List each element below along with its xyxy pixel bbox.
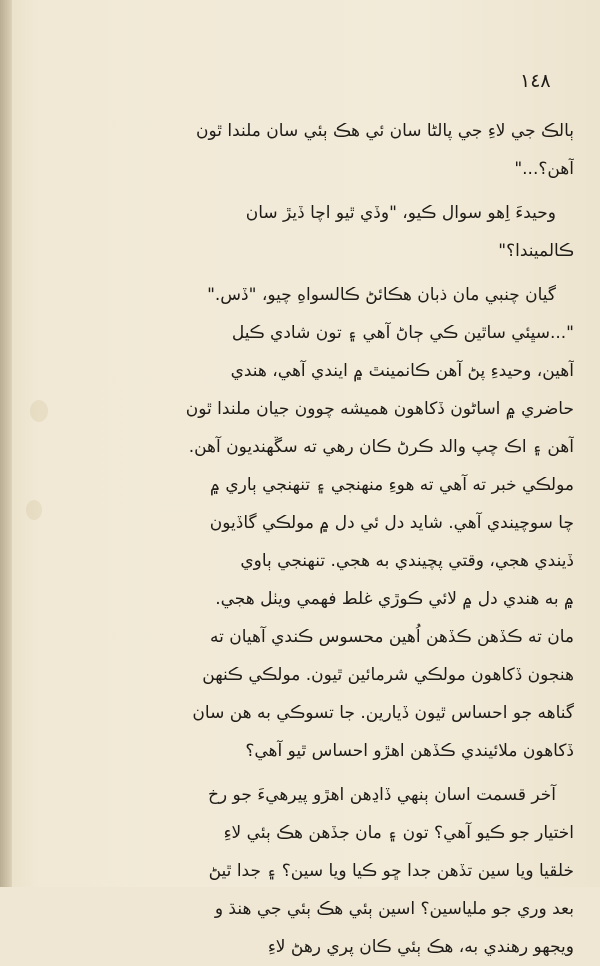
- text-line: ڪالميندا؟": [498, 241, 574, 261]
- text-line: ڏکاهون ملائيندي ڪڏهن اهڙو احساس ٿيو آهي؟: [245, 741, 574, 761]
- text-line: ڏيندي هجي، وقتي پچيندي به هجي. تنهنجي ٻاوي: [240, 551, 574, 571]
- text-line: گناهه جو احساس ٿيون ڏيارين. جا تسوڪي به هن سان: [192, 703, 574, 723]
- text-line: آهين، وحيدءِ پڻ آهن ڪانمينٿ ۾ ايندي آهي، هندي: [230, 361, 574, 381]
- text-line: بعد وري جو ملياسين؟ اسين ٻئي هڪ ٻئي جي هنڌ و: [214, 899, 574, 919]
- text-line: آخر قسمت اسان ٻنهي ڏاڍهن اهڙو پيرهيءَ جو رخ: [207, 785, 556, 805]
- text-line: اختيار جو ڪيو آهي؟ تون ۽ مان جڏهن هڪ ٻئي لاءِ: [223, 823, 574, 843]
- text-line: هنجون ڏکاهون مولڪي شرمائين ٿيون. مولڪي ڪنهن: [202, 665, 574, 685]
- page-number: ١٤٨: [520, 70, 551, 92]
- body-text: [52, 112, 574, 966]
- text-line: مولڪي خبر ته آهي ته هوءِ منهنجي ۽ تنهنجي ٻاري ۾: [209, 475, 574, 495]
- paper-stain: [26, 500, 42, 520]
- page-binding-edge: [0, 0, 12, 887]
- text-line: آهن ۽ اڪ چپ والد ڪرڻ ڪان رهي ته سڱهنديون آهن.: [188, 437, 574, 457]
- text-line: چا سوچيندي آهي. شايد دل ئي دل ۾ مولڪي گاڏيون: [209, 513, 574, 533]
- text-line: وحيدءَ اِهو سوال ڪيو، "وڏي ٿيو اچا ڏيڙ سان: [245, 203, 556, 223]
- text-line: مان ته ڪڏهن ڪڏهن اُهين محسوس ڪندي آهيان ته: [209, 627, 574, 647]
- text-line: حاضري ۾ اساڻون ڏکاهون هميشه چوون جيان ملندا ٿون: [185, 399, 574, 419]
- text-line: ۾ به هندي دل ۾ لائي ڪوڙي غلط فهمي ويٺل هجي.: [215, 589, 574, 609]
- paper-stain: [30, 400, 48, 422]
- text-line: آهن؟...": [514, 159, 574, 179]
- text-line: خلقيا ويا سين تڏهن جدا ڇو ڪيا ويا سين؟ ۽ جدا ٿيڻ: [208, 861, 574, 881]
- text-line: ٻالڪ جي لاءِ جي پالڻا سان ئي هڪ ٻئي سان ملندا ٿون: [195, 121, 574, 141]
- text-line: ويجهو رهندي به، هڪ ٻئي ڪان پري رهڻ لاءِ: [267, 937, 574, 957]
- text-line: "...سڀئي ساٿين ڪي ڄاڻ آهي ۽ تون شادي ڪيل: [231, 323, 574, 343]
- text-line: گيان چنبي مان ذبان هڪائڻ ڪالسواهِ چيو، "ڏس.": [207, 285, 556, 305]
